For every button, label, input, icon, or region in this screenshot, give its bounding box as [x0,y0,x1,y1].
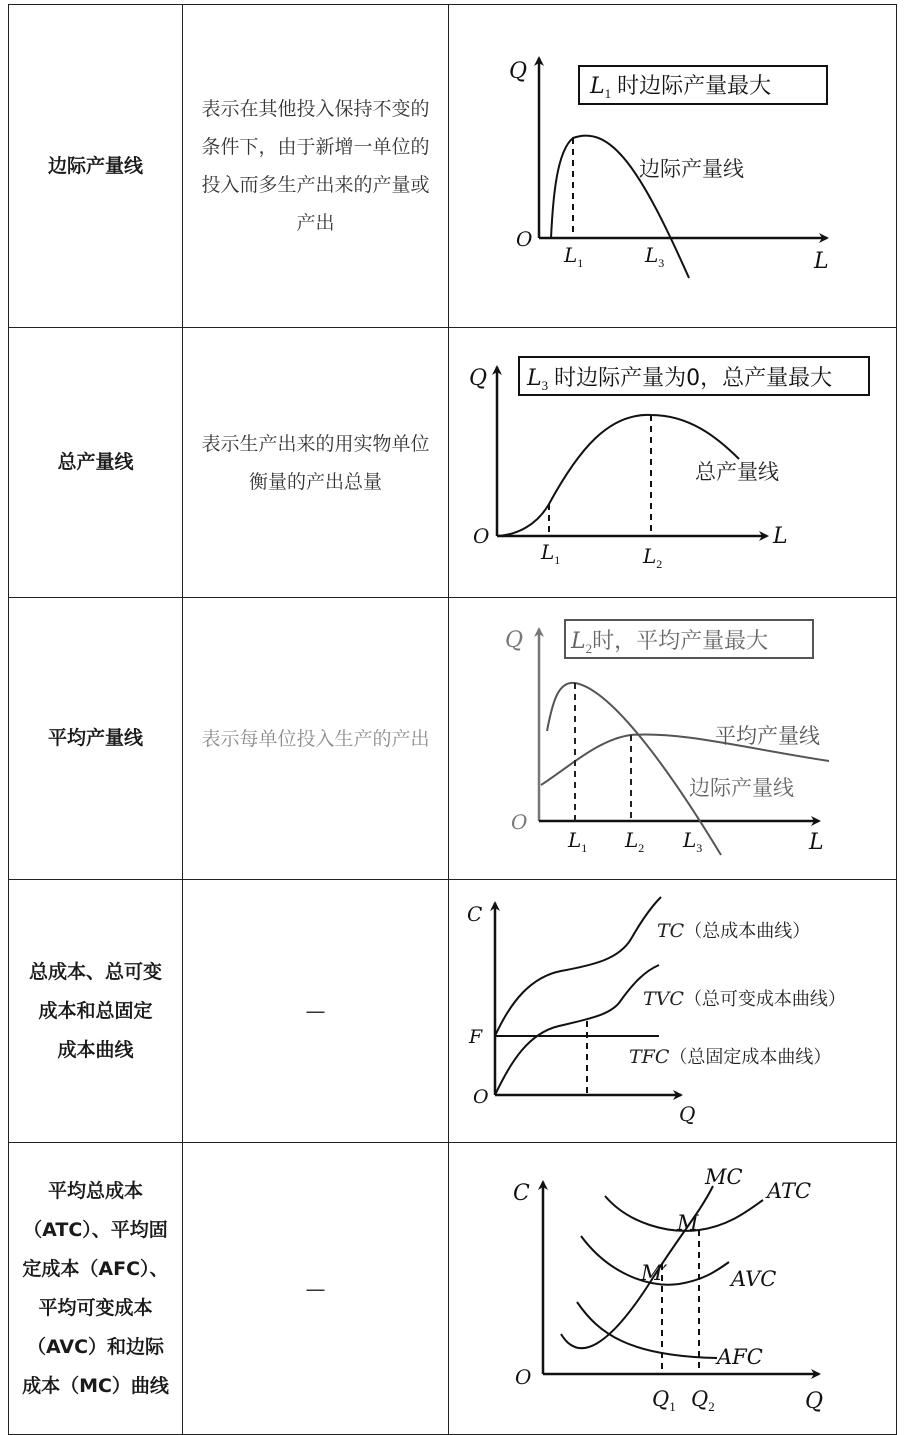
curve-label-marginal: 边际产量线 [689,776,794,800]
row-name-line: 成本曲线 [57,1038,134,1061]
y-axis-label: C [467,902,483,926]
row-name: 总产量线 [57,451,134,473]
tick-l3: $L_3$ [683,828,703,855]
table-row [9,598,897,880]
tick-l1: $L_1$ [564,243,584,270]
tvc-curve [495,965,659,1095]
origin-label: O [473,1086,489,1108]
total-cost-graph [449,881,895,1141]
afc-label: AFC [717,1345,763,1369]
average-cost-graph [449,1144,895,1433]
row-desc: 表示在其他投入保持不变的条件下，由于新增一单位的投入而多生产出来的产量或产出 [201,98,430,234]
annotation-text: $L_1$ 时边际产量最大 [590,74,772,101]
tc-label: TC（总成本曲线） [657,920,811,942]
mc-label: MC [705,1165,743,1189]
table-row [9,1143,897,1435]
table-row [9,328,897,598]
origin-label: O [515,1365,532,1389]
row-name-line: 成本（MC）曲线 [22,1374,169,1397]
y-axis-label: C [513,1181,530,1206]
x-axis-label: L [773,524,788,549]
row-name-cell [9,598,183,880]
tick-l2: $L_2$ [625,828,645,855]
row-name-line: （AVC）和边际 [26,1335,165,1358]
afc-curve [577,1302,717,1358]
y-axis-label: Q [505,628,524,653]
graph-cell [449,880,897,1143]
curve-label: 边际产量线 [639,157,744,181]
point-m-label: M [677,1211,699,1235]
row-name-cell [9,328,183,598]
row-desc: 表示生产出来的用实物单位衡量的产出总量 [201,432,430,493]
row-name: 边际产量线 [47,154,143,177]
y-axis-label: Q [469,366,488,391]
x-axis-label: L [814,249,829,274]
point-m-prime-label: M′ [641,1261,668,1285]
tick-l1: $L_1$ [568,828,588,855]
tick-l1: $L_1$ [541,540,561,567]
annotation-text: $L_2$时，平均产量最大 [571,629,769,656]
production-cost-table [8,4,897,1435]
average-product-graph [449,599,895,878]
row-name-cell [9,1143,183,1435]
row-name-line: （ATC）、平均固 [23,1218,168,1241]
tvc-label: TVC（总可变成本曲线） [643,988,846,1010]
row-desc-cell [183,598,449,880]
row-desc-cell [183,328,449,598]
graph-cell [449,598,897,880]
x-axis-label: L [809,830,824,855]
row-name-line: 定成本（AFC）、 [22,1257,169,1280]
row-desc-cell [183,5,449,328]
row-name-line: 平均总成本 [47,1179,143,1202]
row-desc-cell [183,880,449,1143]
row-name-cell [9,880,183,1143]
graph-cell [449,328,897,598]
graph-cell [449,1143,897,1435]
row-name-line: 成本和总固定 [38,999,153,1022]
row-name: 平均产量线 [47,727,143,749]
row-desc: — [305,999,326,1023]
x-axis-label: Q [805,1389,824,1414]
row-name-line: 平均可变成本 [38,1296,153,1319]
row-desc: — [305,1276,326,1301]
tick-l3: $L_3$ [645,243,665,270]
origin-label: O [511,810,528,834]
curve-label: 总产量线 [695,460,779,484]
tick-q1: $Q_1$ [652,1387,676,1414]
y-axis-label: Q [509,59,528,84]
avc-label: AVC [731,1267,777,1291]
row-name-line: 总成本、总可变 [28,960,162,983]
origin-label: O [473,524,490,548]
x-axis-label: Q [679,1102,696,1126]
marginal-product-graph [449,6,895,326]
atc-label: ATC [767,1179,812,1203]
f-label: F [469,1026,483,1048]
row-desc-cell [183,1143,449,1435]
row-name-cell [9,5,183,328]
row-desc: 表示每单位投入生产的产出 [201,727,430,750]
table-row [9,5,897,328]
tick-l2: $L_2$ [643,544,663,571]
origin-label: O [516,227,533,251]
tc-curve [495,897,661,1036]
tfc-label: TFC（总固定成本曲线） [629,1046,832,1068]
graph-cell [449,5,897,328]
tick-q2: $Q_2$ [691,1387,715,1414]
curve-label-average: 平均产量线 [715,724,820,748]
table-row [9,880,897,1143]
annotation-text: $L_3$ 时边际产量为0，总产量最大 [527,366,833,393]
total-product-graph [449,329,895,596]
